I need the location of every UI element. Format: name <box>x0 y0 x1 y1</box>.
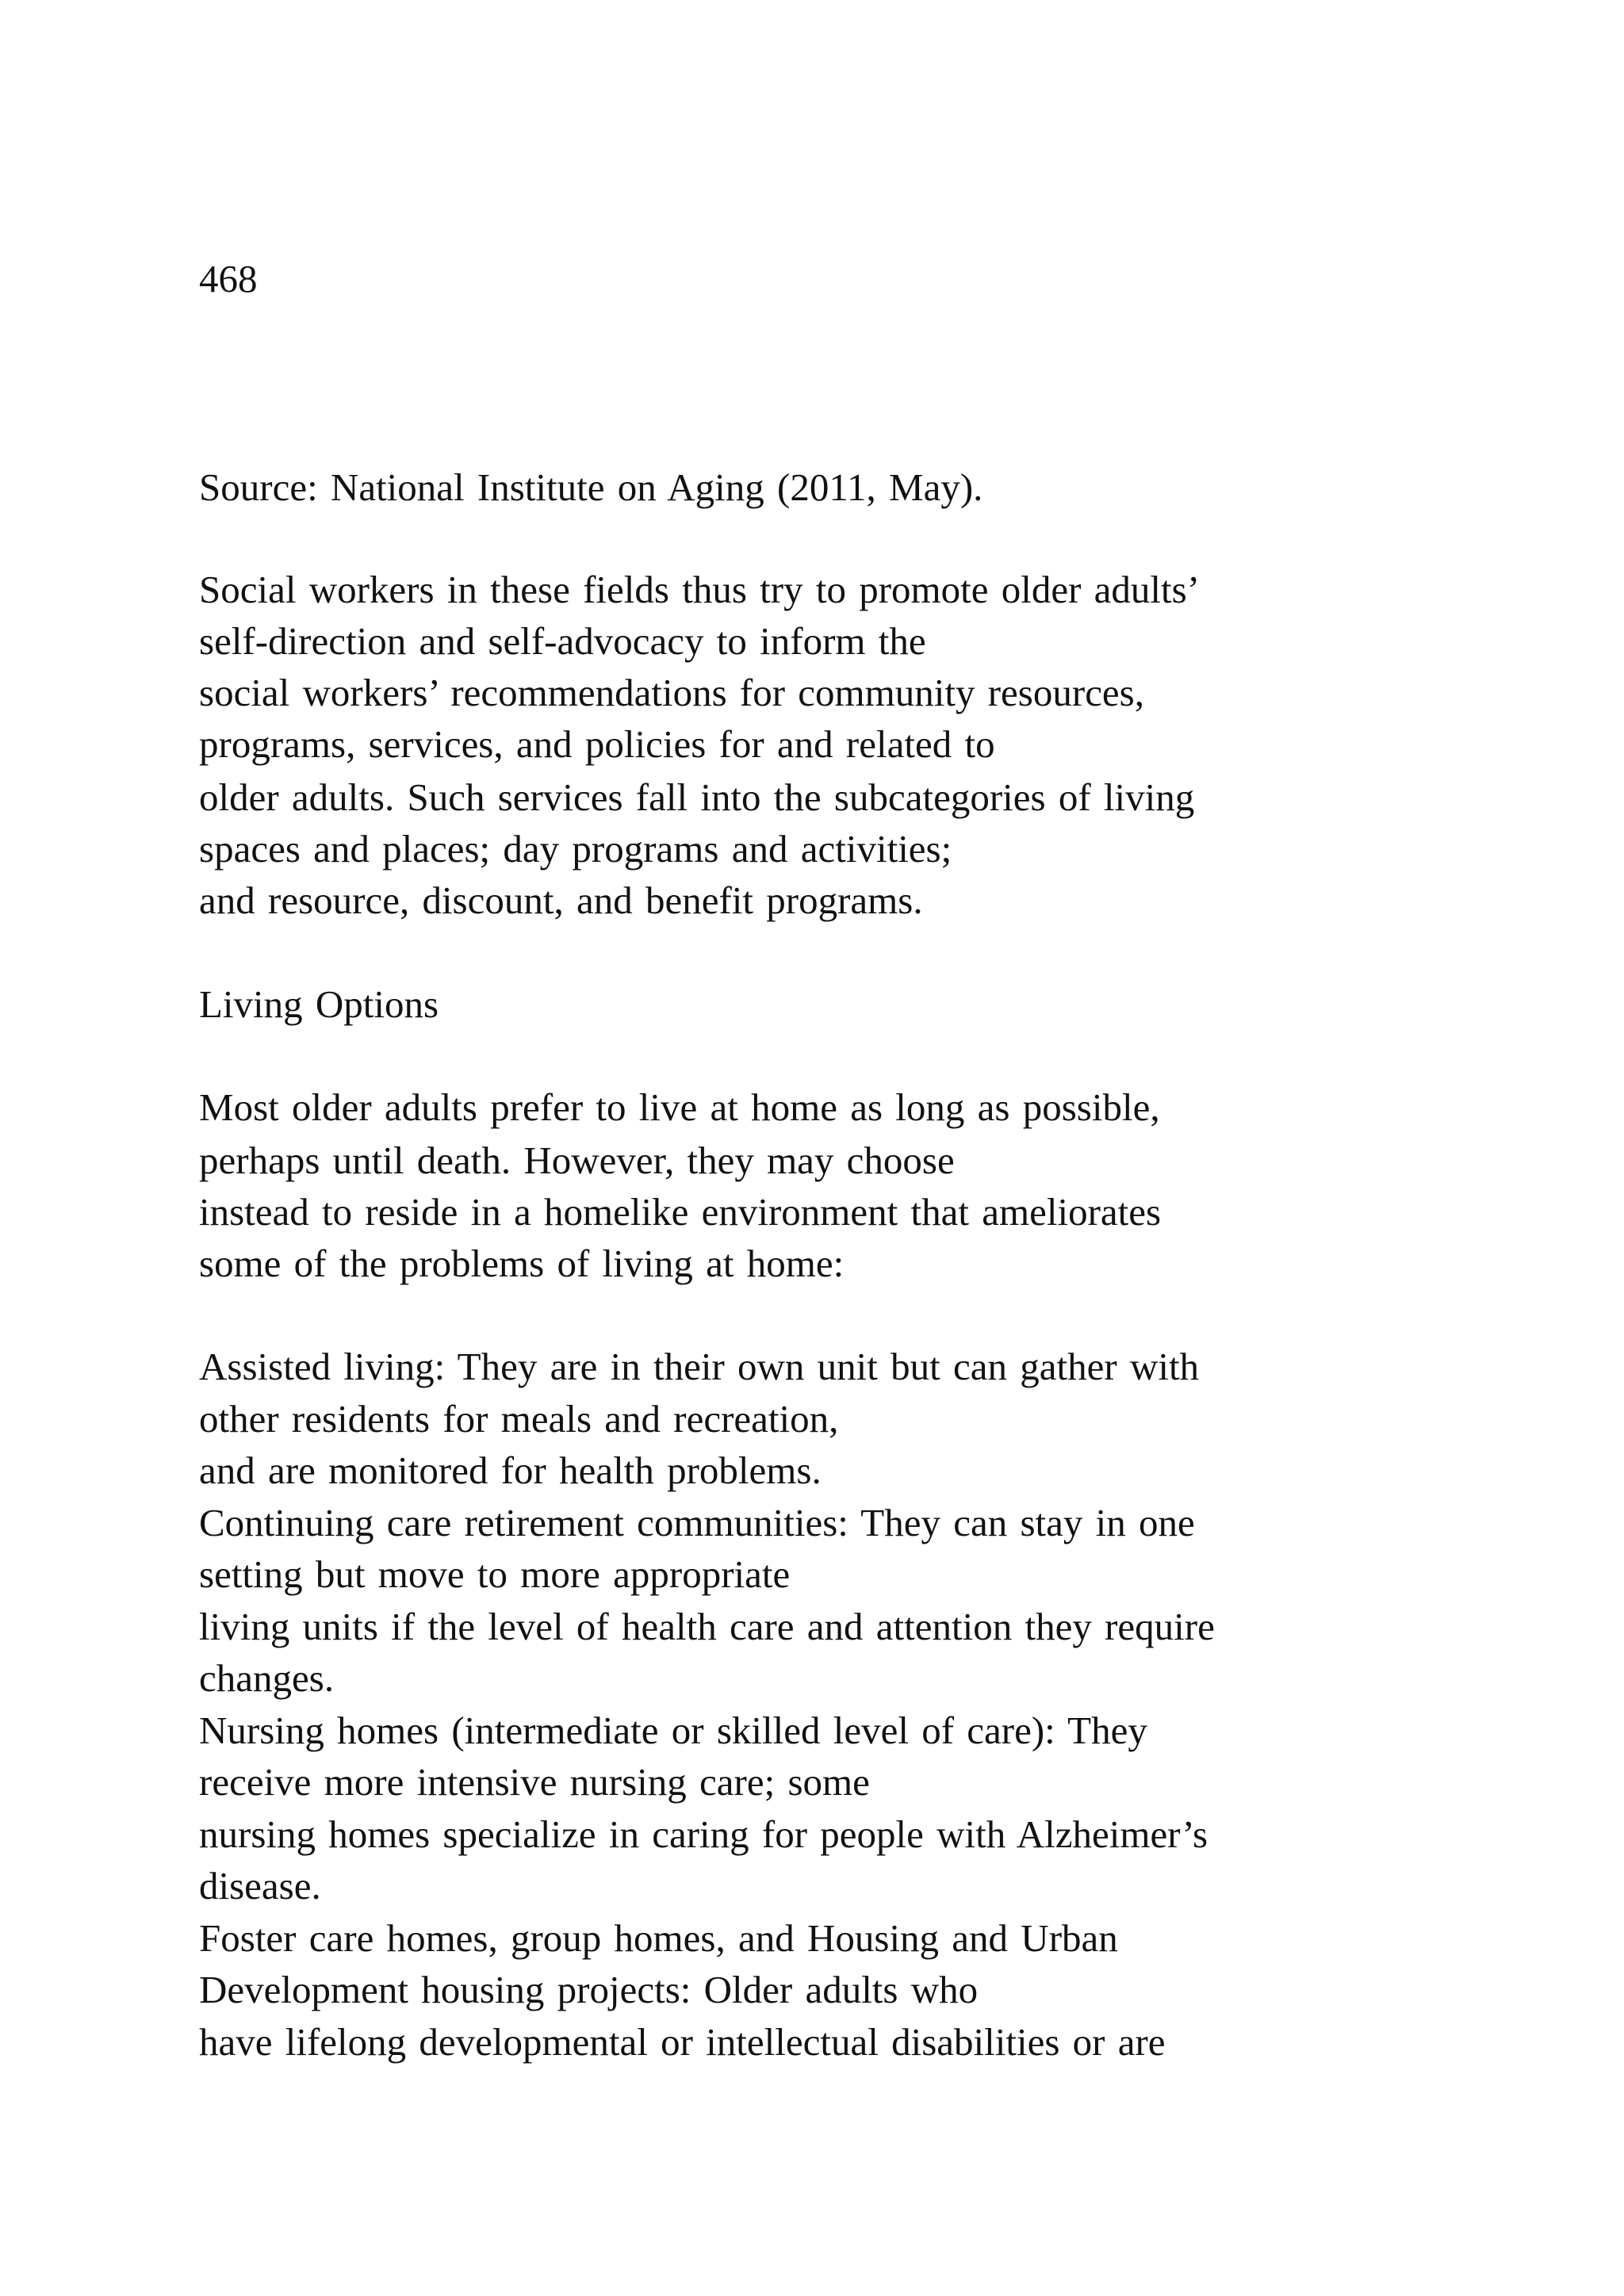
text-line: nursing homes specialize in caring for people with Alzheimer’s <box>199 1812 1208 1856</box>
text-line: and resource, discount, and benefit programs. <box>199 878 923 922</box>
text-line: self-direction and self-advocacy to inform the <box>199 619 926 663</box>
text-line: Continuing care retirement communities: They can stay in one <box>199 1501 1195 1544</box>
text-line: some of the problems of living at home: <box>199 1242 845 1285</box>
text-line: living units if the level of health care and attention they require <box>199 1605 1215 1648</box>
text-line: instead to reside in a homelike environment that ameliorates <box>199 1190 1162 1234</box>
text-line: programs, services, and policies for and related to <box>199 722 995 766</box>
text-line: Foster care homes, group homes, and Housing and Urban <box>199 1916 1118 1960</box>
text-line: other residents for meals and recreation, <box>199 1397 839 1441</box>
text-line: spaces and places; day programs and activities; <box>199 827 952 871</box>
text-line: disease. <box>199 1864 321 1908</box>
text-line: social workers’ recommendations for community resources, <box>199 671 1145 714</box>
text-line: changes. <box>199 1656 335 1700</box>
text-line: have lifelong developmental or intellectual disabilities or are <box>199 2020 1166 2064</box>
text-line: receive more intensive nursing care; some <box>199 1760 870 1804</box>
text-line: Most older adults prefer to live at home as long as possible, <box>199 1085 1160 1129</box>
text-line: older adults. Such services fall into the subcategories of living <box>199 775 1195 819</box>
section-heading: Living Options <box>199 982 439 1026</box>
text-line: Social workers in these fields thus try to promote older adults’ <box>199 568 1201 611</box>
source-citation: Source: National Institute on Aging (2011, May). <box>199 465 983 509</box>
text-line: perhaps until death. However, they may choose <box>199 1138 955 1182</box>
text-line: Assisted living: They are in their own unit but can gather with <box>199 1345 1200 1388</box>
text-line: Nursing homes (intermediate or skilled level of care): They <box>199 1709 1147 1752</box>
page-number: 468 <box>199 257 258 300</box>
text-line: and are monitored for health problems. <box>199 1448 822 1492</box>
text-line: Development housing projects: Older adults who <box>199 1968 979 2011</box>
text-line: setting but move to more appropriate <box>199 1552 791 1596</box>
